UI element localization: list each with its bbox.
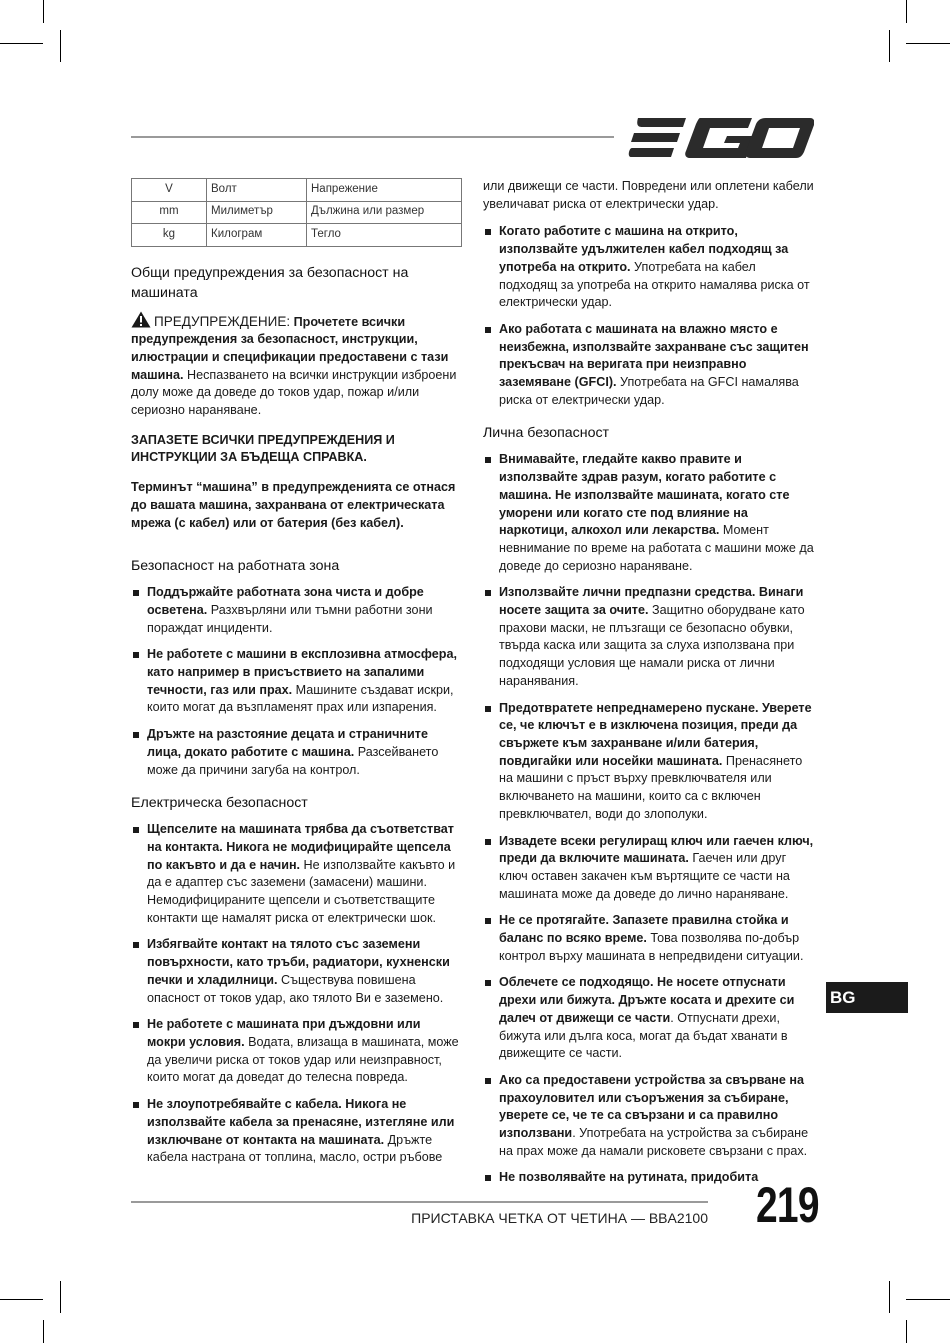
units-table xyxy=(131,178,462,247)
table-cell: V xyxy=(132,179,207,202)
item-text: Разхвърляни или тъмни работни зони пораждат инциденти. xyxy=(147,602,433,635)
item-bold: Извадете всеки регулиращ ключ или гаечен ключ, преди да включите машината. xyxy=(499,833,814,866)
item-bold: Не се протягайте. Запазете правилна стойка и баланс по всяко време. xyxy=(499,913,789,946)
list-item xyxy=(131,1016,462,1087)
continuation-text: или движещи се части. Повредени или оплетени кабели увеличават риска от електрически удар. xyxy=(483,179,814,211)
term-note: Терминът “машина” в предупрежденията се отнася до вашата машина, захранвана от електрическата мрежа (с кабел) или от батерия (без кабел). xyxy=(131,480,456,530)
crop-mark xyxy=(906,1299,950,1300)
personal-safety-list xyxy=(483,451,815,1187)
table-cell: mm xyxy=(132,201,207,224)
crop-mark xyxy=(906,1320,907,1343)
item-text: . Употребата на устройства за събиране на прах може да намали рисковете свързани с прах. xyxy=(499,1126,809,1158)
list-item xyxy=(131,646,462,717)
electrical-list xyxy=(131,821,462,1167)
item-bold: Не работете с машини в експлозивна атмосфера, като например в присъствието на запалими течности, газ или прах. xyxy=(147,647,457,697)
item-text: Водата, влизаща в машината, може да увеличи риска от токов удар или неизправност, които могат да доведат до телесна повреда. xyxy=(147,1035,459,1085)
warning-paragraph xyxy=(131,311,462,420)
left-column xyxy=(131,178,462,1181)
list-item xyxy=(483,833,815,904)
list-item xyxy=(483,321,815,410)
item-text: Разсейването може да причини загуба на контрол. xyxy=(147,744,439,777)
list-item xyxy=(131,1096,462,1167)
item-bold: Дръжте на разстояние децата и страничните лица, докато работите с машина. xyxy=(147,727,428,759)
warning-label: ПРЕДУПРЕЖДЕНИЕ: xyxy=(154,313,291,329)
list-item xyxy=(483,912,815,965)
item-text: Съществува повишена опасност от токов удар, ако тялото Ви е заземено. xyxy=(147,972,444,1005)
item-text: . Отпуснати дрехи, бижута или дълга коса, могат да бъдат хванати в движещите се части. xyxy=(499,1010,788,1061)
page-number: 219 xyxy=(756,1177,819,1233)
work-area-list xyxy=(131,584,462,779)
general-warnings-heading: Общи предупреждения за безопасност на машината xyxy=(131,264,409,301)
item-bold: Предотвратете непреднамерено пускане. Уверете се, че ключът е в изключена позиция, преди да свържете към захранване и/или батерия, повдигайки или носейки машината. xyxy=(499,700,812,768)
table-cell: Тегло xyxy=(307,224,462,247)
list-item xyxy=(483,451,815,575)
item-text: Пренасянето на машини с пръст върху превключвателя или включването на машини, които са с включен превключвател, води до злополуки. xyxy=(499,753,803,821)
item-bold: Не злоупотребявайте с кабела. Никога не използвайте кабела за пренасяне, изтегляне или изключване от контакта на машината. xyxy=(147,1097,455,1147)
electrical-list-continued xyxy=(483,223,815,409)
crop-mark xyxy=(60,30,61,62)
right-column xyxy=(483,178,815,1201)
footer-title: ПРИСТАВКА ЧЕТКА ОТ ЧЕТИНА — BBA2100 xyxy=(411,1210,708,1226)
language-tab: BG xyxy=(826,982,908,1013)
item-text: Дръжте кабела настрана от топлина, масло, остри ръбове xyxy=(147,1132,443,1165)
warning-bold-text: Прочетете всички предупреждения за безопасност, инструкции, илюстрации и спецификации предоставени с тази машина. xyxy=(131,314,449,382)
table-row xyxy=(132,224,462,247)
table-cell: kg xyxy=(132,224,207,247)
table-cell: Милиметър xyxy=(207,201,307,224)
item-bold: Внимавайте, гледайте какво правите и използвайте здрав разум, когато работите с машина. Не използвайте машината, когато сте уморени или когато сте под влияние на наркотици, алкохол или лекарства. xyxy=(499,452,790,538)
table-cell: Волт xyxy=(207,179,307,202)
table-cell: Напрежение xyxy=(307,179,462,202)
header-rule xyxy=(131,136,614,138)
item-text: Употребата на GFCI намалява риска от електрически удар. xyxy=(499,375,799,407)
item-bold: Не позволявайте на рутината, придобита xyxy=(499,1170,759,1185)
warning-text: Неспазването на всички инструкции изброени долу може да доведе до токов удар, пожар и/или сериозно нараняване. xyxy=(131,367,457,418)
work-area-heading: Безопасност на работната зона xyxy=(131,558,340,575)
list-item xyxy=(483,700,815,824)
item-text: Защитно оборудване като прахови маски, не плъзгащи се безопасно обувки, твърда каска или защита за слуха използвана при подходящи условия ще намали риска от лични наранявания. xyxy=(499,603,805,688)
list-item xyxy=(131,726,462,779)
crop-mark xyxy=(889,30,890,62)
item-bold: Не работете с машината при дъждовни или мокри условия. xyxy=(147,1017,421,1049)
list-item xyxy=(131,936,462,1007)
item-bold: Когато работите с машина на открито, използвайте удължителен кабел подходящ за употреба на открито. xyxy=(499,224,789,274)
crop-mark xyxy=(0,1299,43,1300)
item-text: Машините създават искри, които могат да възпламенят прах или изпарения. xyxy=(147,682,454,715)
item-bold: Ако работата с машината на влажно място е неизбежна, използвайте захранване със защитен прекъсвач на веригата при неизправно заземяване (GFCI). xyxy=(499,321,809,390)
item-text: Употребата на кабел подходящ за употреба на открито намалява риска от електрически удар. xyxy=(499,259,810,310)
item-text: Не използвайте какъвто и да е адаптер със заземени (замасени) машини. Немодифицираните щепсели и съответстващите контакти ще намалят риска от електрически шок. xyxy=(147,857,456,925)
item-text: Гаечен или друг ключ оставен закачен към въртящите се части на машината може да доведе до лично нараняване. xyxy=(499,851,790,901)
item-bold: Облечете се подходящо. Не носете отпуснати дрехи или бижута. Дръжте косата и дрехите си далеч от движещи се части xyxy=(499,975,795,1025)
list-item xyxy=(483,584,815,690)
item-bold: Избягвайте контакт на тялото със заземени повърхности, като тръби, радиатори, кухненски печки и хладилници. xyxy=(147,937,450,987)
crop-mark xyxy=(906,43,950,44)
list-item xyxy=(483,974,815,1063)
crop-mark xyxy=(43,1320,44,1343)
footer-rule xyxy=(131,1201,708,1203)
electrical-heading: Електрическа безопасност xyxy=(131,795,308,812)
crop-mark xyxy=(889,1281,890,1313)
list-item xyxy=(483,1072,815,1161)
crop-mark xyxy=(906,0,907,23)
list-item xyxy=(131,584,462,637)
crop-mark xyxy=(60,1281,61,1313)
table-cell: Килограм xyxy=(207,224,307,247)
item-bold: Щепселите на машината трябва да съответстват на контакта. Никога не модифицирайте щепсела по какъвто и да е начин. xyxy=(147,822,454,872)
item-bold: Използвайте лични предпазни средства. Винаги носете защита за очите. xyxy=(499,585,804,618)
crop-mark xyxy=(43,0,44,23)
personal-safety-heading: Лична безопасност xyxy=(483,425,610,442)
item-bold: Поддържайте работната зона чиста и добре осветена. xyxy=(147,585,424,617)
crop-mark xyxy=(0,43,43,44)
table-row xyxy=(132,179,462,202)
item-bold: Ако са предоставени устройства за свърване на прахоуловител или съоръжения за събиране, уверете се, че те са свързани и са правилно използвани xyxy=(499,1072,804,1141)
item-text: Момент невнимание по време на работата с машини може да доведе до сериозно нараняване. xyxy=(499,523,814,573)
table-row xyxy=(132,201,462,224)
table-cell: Дължина или размер xyxy=(307,201,462,224)
save-instructions: ЗАПАЗЕТЕ ВСИЧКИ ПРЕДУПРЕЖДЕНИЯ И ИНСТРУКЦИИ ЗА БЪДЕЩА СПРАВКА. xyxy=(131,432,395,465)
warning-triangle-icon xyxy=(131,311,151,328)
list-item xyxy=(483,223,815,312)
list-item xyxy=(131,821,462,927)
item-text: Това позволява по-добър контрол върху машината в непредвидени ситуации. xyxy=(499,931,804,963)
ego-logo xyxy=(628,116,814,160)
